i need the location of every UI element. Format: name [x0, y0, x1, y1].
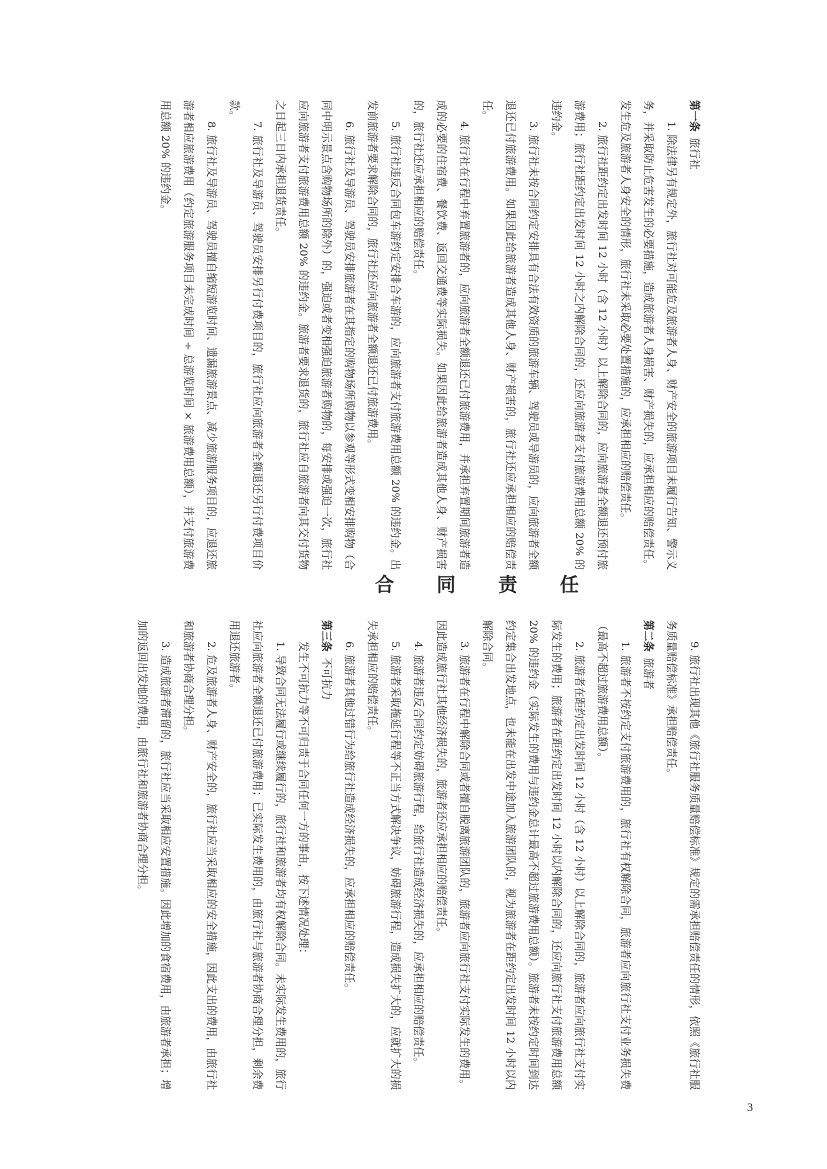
paragraph: 6. 旅行社及导游员、驾驶员安排旅游者在其指定的购物场所购物以参观等形式变相安排购物（合同中明示景点含购物场所的除外）的，强迫或者变相强迫旅游者购物的，每安排或强迫一次，旅行社应向旅游者支付旅游费用总额 20% 的违约金。旅游者要求退货的，旅行社应自旅游者向其交付货物之日起三日内承担退货责任。 — [274, 100, 355, 570]
paragraph: 3. 造成旅游者滞留的，旅行社应当采取相应安置措施。因此增加的食宿费用，由旅游者承担；增加的返回出发地的费用，由旅行社和旅游者协商合理分担。 — [136, 620, 171, 1090]
page-title: 合 同 责 任 — [375, 574, 597, 596]
rotated-content — [136, 100, 705, 1100]
paragraph: 4. 旅游者违反合同约定妨碍旅游行程，给旅行社造成经济损失的，应承担相应的赔偿责任。 — [412, 641, 424, 1068]
section-title: 不可抗力 — [320, 657, 332, 701]
paragraph: 8. 旅行社及导游员、驾驶员擅自缩短游览时间、遗漏旅游景点、减少旅游服务项目的，应退还旅游者相应旅游费用（约定旅游服务项目未完成时间 ÷ 总游览时间 × 旅游费用总额），并支付旅游费用总额 20% 的违约金。 — [159, 100, 217, 570]
paragraph: 3. 旅行社未按合同约定安排具有合法有效资质的旅游车辆、驾驶员或导游员的，应向旅游者全额退还已付旅游费用。如果因此给旅游者造成其他人身、财产损害的，旅行社还应承担相应的赔偿责任。 — [481, 100, 539, 570]
section-title: 旅行社 — [688, 137, 700, 170]
paragraph: 4. 旅行社在行程中弃置旅游者的，应向旅游者全额退还已付旅游费用，并承担弃置期间旅游者造成的必要的住宿费、餐饮费、返回交通费等实际损失。如果因此给旅游者造成其他人身、财产损害的，旅行社还应承担相应的赔偿责任。 — [412, 100, 470, 570]
paragraph: 7. 旅行社及导游员、驾驶员安排另行付费项目的，旅行社应向旅游者全额退还另行付费项目价款。 — [228, 100, 263, 570]
paragraph: 6. 旅游者其他过错行为给旅行社造成经济损失的，应承担相应的赔偿责任。 — [343, 641, 355, 994]
paragraph: 2. 旅行社距约定出发时间 12 小时（含 12 小时）以上解除合同的，应向旅游者全额退还预付旅游费用；旅行社距约定出发时间 12 小时之内解除合同的，还应向旅游者支付旅游费用总额 20% 的违约金。 — [550, 100, 608, 570]
paragraph: 5. 旅游者采取拖延行程等不正当方式解决争议，妨碍旅游行程，造成损失扩大的，应就扩大的损失承担相应的赔偿责任。 — [366, 620, 401, 1090]
section-heading-force-majeure — [314, 620, 337, 1090]
section-title: 旅游者 — [642, 657, 654, 690]
paragraph: 1. 导致合同无法履行或继续履行的，旅行社和旅游者均有权解除合同。未实际发生费用的，旅行社应向旅游者全额退还已付旅游费用；已实际发生费用的，由旅行社与旅游者协商合理分担，剩余费用退还旅游者。 — [228, 620, 286, 1090]
section-number: 第二条 — [642, 620, 654, 652]
section-number: 第三条 — [320, 620, 332, 652]
paragraph: 1. 旅游者不按约定支付旅游费用的，旅行社有权解除合同，旅游者应向旅行社支付业务损失费（最高不超过旅游费用总额）。 — [596, 620, 631, 1090]
left-column — [153, 100, 705, 570]
title-column — [145, 570, 705, 620]
section-heading-tourist — [636, 620, 659, 1090]
page-number: 3 — [747, 1100, 753, 1114]
paragraph: 5. 旅行社违反合同包车游约定安排合车游的，应向旅游者支付旅游费用总额 20% 的违约金。出发前旅游者要求解除合同的，旅行社还应向旅游者全额退还已付旅游费用。 — [366, 100, 401, 570]
section-heading-travel-agency — [682, 100, 705, 570]
paragraph: 1. 除法律另有规定外，旅行社对可能危及旅游者人身、财产安全的旅游项目未履行告知、警示义务，并采取防止危害发生的必要措施，造成旅游者人身损害、财产损失的，应承担相应的赔偿责任。发生危及旅游者人身安全的情形，旅行社未采取必要处置措施的，应承担相应的赔偿责任。 — [619, 100, 677, 570]
paragraph: 2. 旅游者在距约定出发时间 12 小时（含 12 小时）以上解除合同的，旅游者应向旅行社支付实际发生的费用；旅游者在距约定出发时间 12 小时以内解除合同的，还应向旅行社支付旅游费用总额 20% 的违约金（实际发生的费用与违约金总计最高不超过旅游费用总额）。旅游者未按约定时间到达约定集合出发地点，也未能在出发中途加入旅游团队的，视为旅游者在距约定出发时间 12 小时以内解除合同。 — [481, 620, 585, 1090]
paragraph: 发生不可抗力等不可归责于合同任何一方的事由，按下述情况处理： — [297, 641, 309, 959]
paragraph: 2. 危及旅游者人身、财产安全的，旅行社应当采取相应的安全措施，因此支出的费用，由旅行社和旅游者协商合理分担。 — [182, 620, 217, 1090]
section-number: 第一条 — [688, 100, 700, 132]
paragraph: 9. 旅行社出现其他《旅行社服务质量赔偿标准》规定的需承担赔偿责任的情形，依照《旅行社服务质量赔偿标准》承担赔偿责任。 — [665, 620, 700, 1090]
paragraph: 3. 旅游者在行程中解除合同或者擅自脱离旅游团队的，旅游者应向旅行社支付实际发生的费用。因此造成旅行社其他经济损失的，旅游者还应承担相应的赔偿责任。 — [435, 620, 470, 1090]
right-column — [130, 620, 705, 1090]
